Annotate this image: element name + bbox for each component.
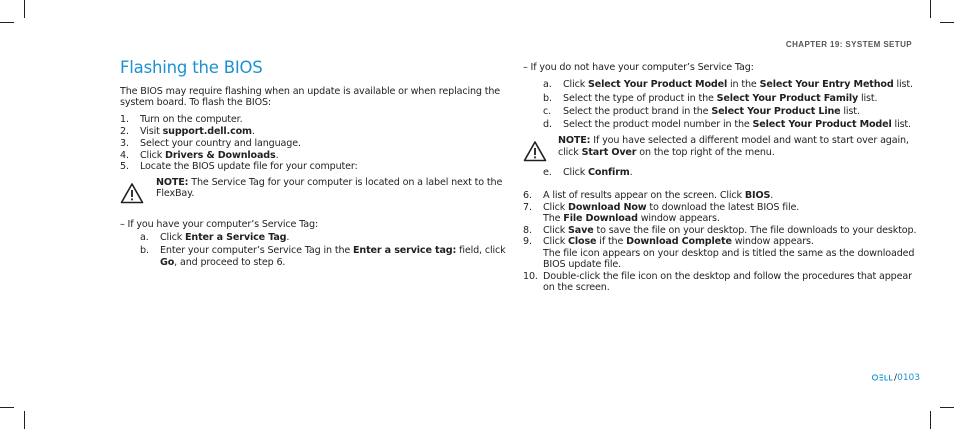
list-item-text: Double-click the file icon on the desktop and follow the procedures that appear on the screen. <box>543 270 912 294</box>
list-item-text: if the <box>596 236 627 248</box>
service-tag-heading: – If you have your computer’s Service Tag: <box>120 218 319 230</box>
note-box <box>120 177 512 205</box>
note-label: NOTE: <box>156 176 189 188</box>
crop-mark <box>24 411 25 429</box>
crop-mark <box>930 0 931 18</box>
list-number: b. <box>543 92 552 104</box>
list-item-body <box>543 271 918 294</box>
crop-mark <box>940 22 954 23</box>
list-number: c. <box>543 105 552 117</box>
list-item-emphasis: Go <box>160 256 175 268</box>
list-item-sub-text: window appears. <box>637 212 720 224</box>
list-item-text: Click <box>140 149 166 161</box>
list-item-text: in the <box>727 79 760 91</box>
list-item <box>543 167 918 178</box>
list-item <box>120 126 512 137</box>
page-separator: / <box>894 373 898 383</box>
list-item-text: list. <box>858 92 878 104</box>
page-footer <box>872 373 920 383</box>
list-item-text: . <box>629 167 633 179</box>
list-item <box>140 245 512 268</box>
steps-list <box>120 114 512 173</box>
list-item <box>523 225 918 236</box>
list-item-text: . <box>275 149 279 161</box>
note-text: The Service Tag for your computer is located on a label next to the FlexBay. <box>156 176 503 200</box>
list-item-body <box>543 225 918 236</box>
list-item-text: Visit <box>140 125 163 137</box>
list-item-sub-emphasis: File Download <box>563 212 638 224</box>
list-item-text: Select your country and language. <box>140 137 301 149</box>
list-item-body <box>160 245 512 268</box>
dell-logo-icon <box>872 373 894 382</box>
list-item <box>523 271 918 294</box>
list-number: 7. <box>523 201 532 213</box>
list-item-text: list. <box>891 119 911 131</box>
list-number: 3. <box>120 137 129 149</box>
note-bold: Start Over <box>581 146 637 158</box>
note-box <box>523 135 918 163</box>
list-item-emphasis: Download Now <box>568 201 647 213</box>
list-item <box>543 119 918 130</box>
list-item-text: Click <box>543 224 569 236</box>
steps-list <box>523 190 918 294</box>
list-item-text: field, click <box>456 245 506 257</box>
list-item-text: Locate the BIOS update file for your computer: <box>140 161 358 173</box>
warning-icon <box>120 182 144 204</box>
list-item-body <box>543 202 918 213</box>
list-number: a. <box>543 79 552 91</box>
list-item-text: Click <box>563 79 589 91</box>
list-number: e. <box>543 167 552 179</box>
list-item-body <box>563 79 918 90</box>
list-number: 1. <box>120 113 129 125</box>
list-item <box>523 190 918 201</box>
list-item-text: Click <box>563 167 589 179</box>
note-tail: on the top right of the menu. <box>636 146 775 158</box>
list-item-text: Click <box>160 232 186 244</box>
list-item-emphasis: BIOS <box>744 189 771 201</box>
list-item-text: to save the file on your desktop. The file downloads to your desktop. <box>593 224 917 236</box>
warning-icon <box>523 140 547 162</box>
no-tag-steps <box>523 79 918 130</box>
list-item-emphasis: Select Your Entry Method <box>759 79 894 91</box>
list-item-text: Select the type of product in the <box>563 92 717 104</box>
list-item-emphasis: Select Your Product Family <box>716 92 859 104</box>
list-item-sub-text: The <box>543 212 564 224</box>
list-number: b. <box>140 245 149 257</box>
list-item <box>523 236 918 270</box>
list-number: 8. <box>523 224 532 236</box>
list-item-text: . <box>286 232 290 244</box>
list-item-text: Select the product brand in the <box>563 105 712 117</box>
list-item-emphasis: Select Your Product Model <box>752 119 892 131</box>
list-item-body <box>140 126 512 137</box>
note-text: If you have selected a different model and want to start over again, click <box>558 135 909 158</box>
right-column <box>523 62 918 294</box>
list-item-text: , and proceed to step 6. <box>174 256 286 268</box>
list-item-emphasis: Close <box>568 236 597 248</box>
list-item-emphasis: Enter a service tag: <box>353 245 457 257</box>
list-item-emphasis: Download Complete <box>626 236 732 248</box>
list-item-sub-text: The file icon appears on your desktop and is titled the same as the downloaded BIOS update file. <box>543 247 915 271</box>
list-number: 5. <box>120 161 129 173</box>
list-number: 6. <box>523 189 532 201</box>
list-item-body <box>140 150 512 161</box>
list-item-body <box>140 161 512 172</box>
list-item-text: A list of results appear on the screen. Click <box>543 189 745 201</box>
list-item-subtext <box>543 213 918 224</box>
list-item-body <box>563 167 918 178</box>
list-item-body <box>543 190 918 201</box>
list-item <box>120 161 512 172</box>
list-item <box>543 79 918 90</box>
intro-paragraph: The BIOS may require flashing when an update is available or when replacing the system board. To flash the BIOS: <box>120 86 501 109</box>
list-number: d. <box>543 119 552 131</box>
list-item-body <box>563 119 918 130</box>
page-number: 0103 <box>897 373 920 383</box>
list-item <box>523 202 918 225</box>
list-item-body <box>563 106 918 117</box>
list-item-text: . <box>770 189 774 201</box>
list-item-text: list. <box>840 105 860 117</box>
list-item <box>543 93 918 104</box>
left-column <box>120 86 512 269</box>
no-tag-heading: – If you do not have your computer’s Service Tag: <box>523 62 754 73</box>
list-item-text: window appears. <box>731 236 814 248</box>
list-item-text: Enter your computer’s Service Tag in the <box>160 245 354 257</box>
list-item-text: . <box>251 125 255 137</box>
list-number: 2. <box>120 125 129 137</box>
list-number: 9. <box>523 236 532 248</box>
crop-mark <box>0 22 14 23</box>
list-item-text: list. <box>893 79 913 91</box>
note-label: NOTE: <box>558 135 591 147</box>
list-item <box>120 138 512 149</box>
list-item-emphasis: Drivers & Downloads <box>165 149 276 161</box>
list-item <box>543 106 918 117</box>
list-item-text: Select the product model number in the <box>563 119 753 131</box>
list-item <box>120 150 512 161</box>
list-item-text: Turn on the computer. <box>140 113 243 125</box>
crop-mark <box>0 407 14 408</box>
list-item-body <box>563 93 918 104</box>
list-item-emphasis: support.dell.com <box>162 125 252 137</box>
list-item-emphasis: Select Your Product Model <box>588 79 728 91</box>
page-title: Flashing the BIOS <box>120 58 263 77</box>
list-item-emphasis: Confirm <box>588 167 630 179</box>
list-item-emphasis: Save <box>568 224 594 236</box>
list-item-text: Click <box>543 236 569 248</box>
list-item <box>120 114 512 125</box>
chapter-header: CHAPTER 19: SYSTEM SETUP <box>785 40 912 49</box>
list-item-body <box>140 138 512 149</box>
list-number: 10. <box>523 270 538 282</box>
list-item-text: to download the latest BIOS file. <box>646 201 800 213</box>
list-number: a. <box>140 232 149 244</box>
list-item-text: Click <box>543 201 569 213</box>
list-number: 4. <box>120 149 129 161</box>
list-item-subtext <box>543 248 918 271</box>
list-item-body <box>543 236 918 247</box>
list-item <box>140 232 512 243</box>
step-e <box>523 167 918 178</box>
service-tag-steps <box>120 232 512 268</box>
crop-mark <box>930 411 931 429</box>
crop-mark <box>940 407 954 408</box>
list-item-emphasis: Enter a Service Tag <box>185 232 287 244</box>
list-item-body <box>160 232 512 243</box>
crop-mark <box>24 0 25 18</box>
list-item-body <box>140 114 512 125</box>
list-item-emphasis: Select Your Product Line <box>711 105 841 117</box>
